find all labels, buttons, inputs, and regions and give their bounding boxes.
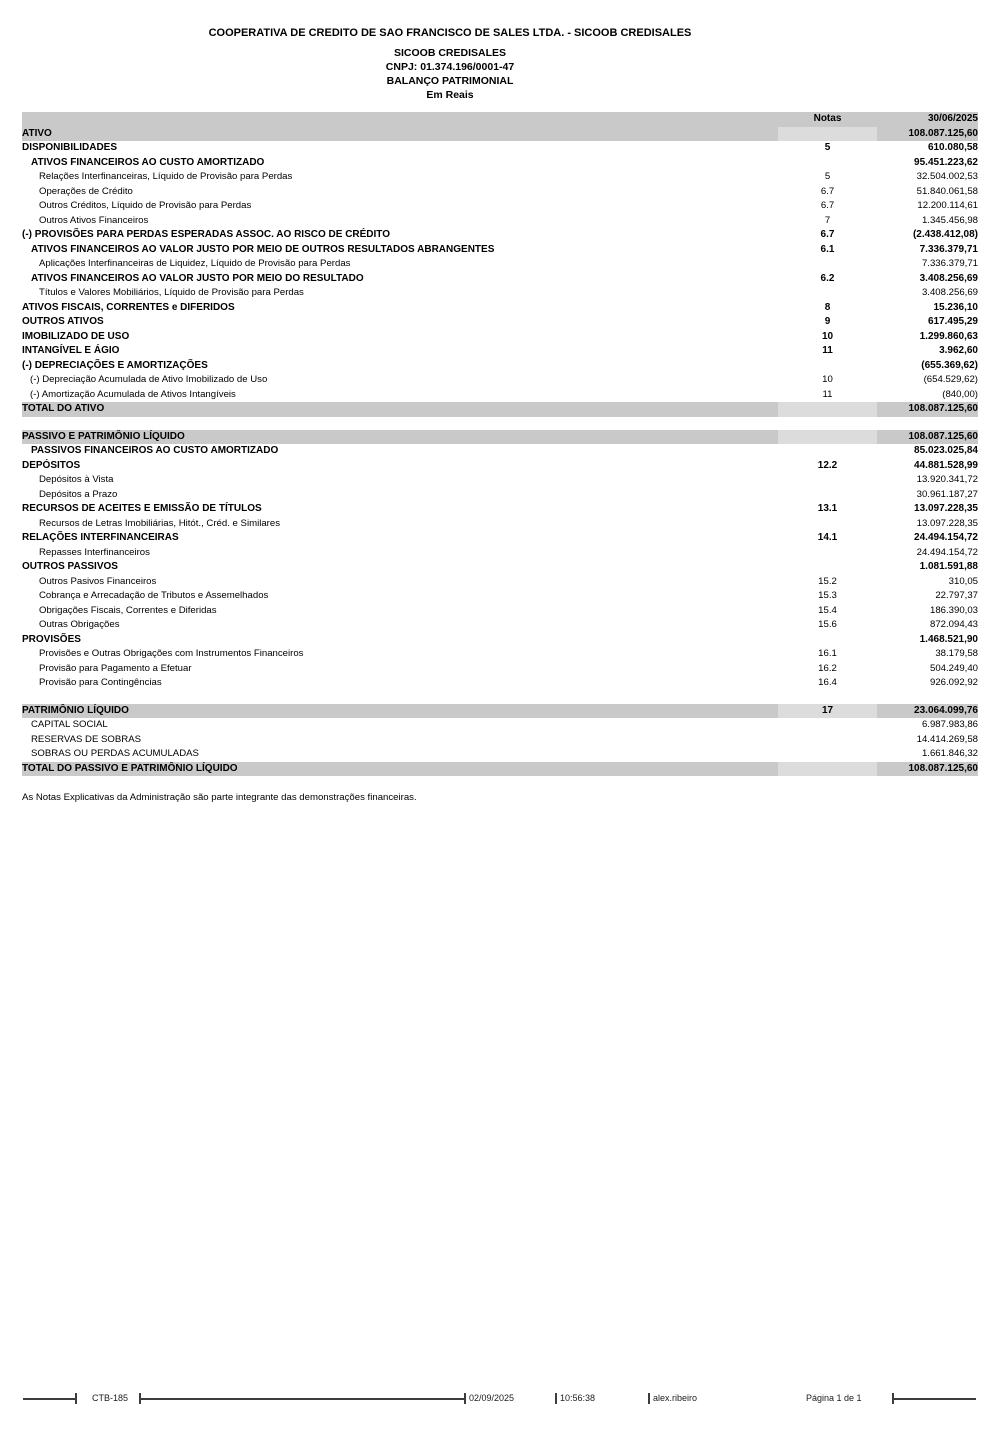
row-label: OUTROS PASSIVOS bbox=[22, 561, 118, 572]
table-row bbox=[22, 531, 978, 546]
row-label: CAPITAL SOCIAL bbox=[31, 719, 108, 730]
table-row bbox=[22, 127, 978, 142]
row-note-ref bbox=[778, 430, 877, 445]
row-note-ref bbox=[778, 488, 877, 503]
row-value: 44.881.528,99 bbox=[914, 459, 978, 471]
table-row bbox=[22, 301, 978, 316]
row-note-ref: 6.7 bbox=[820, 200, 835, 211]
row-label: (-) PROVISÕES PARA PERDAS ESPERADAS ASSOC. AO RISCO DE CRÉDITO bbox=[22, 229, 391, 240]
row-value: 1.661.846,32 bbox=[921, 748, 978, 759]
row-note-ref: 15.3 bbox=[818, 590, 837, 601]
row-value: 24.494.154,72 bbox=[916, 546, 978, 558]
row-label: TOTAL DO PASSIVO E PATRIMÔNIO LÍQUIDO bbox=[22, 762, 778, 777]
cnpj: CNPJ: 01.374.196/0001-47 bbox=[385, 61, 515, 73]
row-value: (655.369,62) bbox=[921, 359, 978, 371]
row-label: PASSIVO E PATRIMÔNIO LÍQUIDO bbox=[22, 430, 778, 445]
row-label: Operações de Crédito bbox=[39, 185, 133, 197]
row-note-ref bbox=[778, 633, 877, 648]
table-row bbox=[22, 604, 978, 619]
table-row bbox=[22, 315, 978, 330]
row-note-ref: 15.6 bbox=[818, 619, 837, 630]
table-row bbox=[22, 762, 978, 777]
row-value: 30.961.187,27 bbox=[916, 488, 978, 500]
row-value: 13.920.341,72 bbox=[916, 474, 978, 485]
table-row bbox=[22, 618, 978, 633]
table-row bbox=[22, 228, 978, 243]
row-label: Obrigações Fiscais, Correntes e Diferidas bbox=[39, 604, 217, 616]
column-header-date: 30/06/2025 bbox=[877, 112, 978, 127]
footer-page-number: Página 1 de 1 bbox=[806, 1393, 862, 1403]
row-value: 310,05 bbox=[948, 575, 978, 587]
row-note-ref: 6.7 bbox=[820, 185, 835, 197]
table-row bbox=[22, 704, 978, 719]
row-label: Títulos e Valores Mobiliários, Líquido de Provisão para Perdas bbox=[39, 287, 304, 298]
entity-name: SICOOB CREDISALES bbox=[393, 47, 506, 59]
row-label: ATIVO bbox=[22, 127, 778, 142]
currency-label: Em Reais bbox=[426, 89, 474, 101]
row-note-ref bbox=[778, 733, 877, 748]
row-note-ref: 7 bbox=[824, 214, 831, 226]
row-value: 12.200.114,61 bbox=[917, 200, 978, 211]
row-label: (-) Amortização Acumulada de Ativos Intangíveis bbox=[30, 388, 236, 400]
row-note-ref: 5 bbox=[824, 142, 831, 153]
footer-tick bbox=[75, 1393, 77, 1404]
table-row bbox=[22, 170, 978, 185]
table-row bbox=[22, 257, 978, 272]
row-label: Cobrança e Arrecadação de Tributos e Assemelhados bbox=[39, 590, 269, 601]
row-value: 872.094,43 bbox=[929, 619, 978, 630]
row-note-ref: 6.1 bbox=[820, 243, 835, 255]
row-note-ref: 16.1 bbox=[818, 648, 837, 659]
row-value: 38.179,58 bbox=[935, 648, 978, 659]
row-label: Provisão para Pagamento a Efetuar bbox=[39, 662, 192, 674]
row-note-ref bbox=[778, 546, 877, 561]
row-label: Outras Obrigações bbox=[39, 619, 120, 630]
row-note-ref: 11 bbox=[822, 345, 833, 356]
row-note-ref: 17 bbox=[778, 704, 877, 719]
footer-tick bbox=[464, 1393, 466, 1404]
table-spacer bbox=[22, 691, 978, 704]
row-label: TOTAL DO ATIVO bbox=[22, 402, 778, 417]
column-header-description bbox=[22, 112, 778, 127]
balance-sheet-table bbox=[22, 112, 978, 776]
row-value: 1.299.860,63 bbox=[919, 330, 978, 342]
table-row bbox=[22, 344, 978, 359]
table-row bbox=[22, 718, 978, 733]
row-note-ref: 8 bbox=[824, 301, 831, 313]
row-note-ref: 10 bbox=[821, 330, 834, 342]
table-row bbox=[22, 444, 978, 459]
row-label: Repasses Interfinanceiros bbox=[39, 546, 150, 558]
row-value: 13.097.228,35 bbox=[916, 517, 978, 529]
row-note-ref: 15.2 bbox=[818, 575, 837, 587]
row-note-ref bbox=[778, 444, 877, 459]
table-row bbox=[22, 747, 978, 762]
table-row bbox=[22, 185, 978, 200]
table-row bbox=[22, 589, 978, 604]
row-note-ref: 10 bbox=[822, 374, 833, 385]
row-note-ref bbox=[778, 718, 877, 733]
table-row bbox=[22, 633, 978, 648]
table-row bbox=[22, 199, 978, 214]
row-label: IMOBILIZADO DE USO bbox=[22, 330, 130, 342]
row-label: DISPONIBILIDADES bbox=[22, 142, 118, 153]
column-header-notas: Notas bbox=[778, 112, 877, 127]
footer-line-right bbox=[894, 1398, 976, 1400]
table-row bbox=[22, 647, 978, 662]
footnote: As Notas Explicativas da Administração são parte integrante das demonstrações financeiras. bbox=[22, 792, 417, 803]
row-label: SOBRAS OU PERDAS ACUMULADAS bbox=[31, 748, 199, 759]
row-value: 22.797,37 bbox=[935, 590, 978, 601]
row-note-ref bbox=[778, 517, 877, 532]
row-value: 926.092,92 bbox=[929, 677, 978, 688]
table-row bbox=[22, 473, 978, 488]
row-value: 108.087.125,60 bbox=[877, 127, 978, 142]
report-title: BALANÇO PATRIMONIAL bbox=[386, 75, 514, 87]
row-note-ref bbox=[778, 156, 877, 171]
row-value: 7.336.379,71 bbox=[921, 258, 978, 269]
row-label: Aplicações Interfinanceiras de Liquidez, Líquido de Provisão para Perdas bbox=[39, 258, 351, 269]
row-value: 23.064.099,76 bbox=[877, 704, 978, 719]
table-row bbox=[22, 459, 978, 474]
row-value: 24.494.154,72 bbox=[914, 532, 978, 543]
row-label: Outros Créditos, Líquido de Provisão para Perdas bbox=[39, 200, 252, 211]
footer-tick bbox=[648, 1393, 650, 1404]
row-value: 108.087.125,60 bbox=[877, 762, 978, 777]
row-label: RESERVAS DE SOBRAS bbox=[31, 733, 142, 745]
row-value: 108.087.125,60 bbox=[877, 402, 978, 417]
row-value: 1.468.521,90 bbox=[919, 633, 978, 645]
row-value: 85.023.025,84 bbox=[914, 445, 978, 456]
table-row bbox=[22, 373, 978, 388]
table-spacer bbox=[22, 417, 978, 430]
row-label: ATIVOS FINANCEIROS AO VALOR JUSTO POR MEIO DO RESULTADO bbox=[31, 272, 364, 284]
row-note-ref: 5 bbox=[824, 171, 831, 182]
row-label: INTANGÍVEL E ÁGIO bbox=[22, 345, 120, 356]
row-value: 1.345.456,98 bbox=[921, 214, 978, 226]
footer-date: 02/09/2025 bbox=[469, 1393, 515, 1403]
row-label: (-) Depreciação Acumulada de Ativo Imobilizado de Uso bbox=[30, 374, 268, 385]
row-value: 6.987.983,86 bbox=[921, 719, 978, 730]
row-note-ref: 6.7 bbox=[820, 229, 835, 240]
table-row bbox=[22, 156, 978, 171]
row-note-ref: 16.2 bbox=[818, 662, 837, 674]
row-note-ref bbox=[778, 473, 877, 488]
row-value: 186.390,03 bbox=[929, 604, 978, 616]
row-value: (2.438.412,08) bbox=[912, 229, 978, 240]
table-row bbox=[22, 286, 978, 301]
row-label: PATRIMÔNIO LÍQUIDO bbox=[22, 704, 778, 719]
table-row bbox=[22, 243, 978, 258]
footer-tick bbox=[555, 1393, 557, 1404]
table-row bbox=[22, 359, 978, 374]
table-row bbox=[22, 546, 978, 561]
row-value: 1.081.591,88 bbox=[919, 561, 978, 572]
row-note-ref: 14.1 bbox=[817, 532, 838, 543]
footer-user: alex.ribeiro bbox=[653, 1393, 698, 1403]
row-value: 3.408.256,69 bbox=[919, 272, 978, 284]
row-label: PASSIVOS FINANCEIROS AO CUSTO AMORTIZADO bbox=[31, 445, 279, 456]
footer-report-code: CTB-185 bbox=[91, 1393, 128, 1403]
company-name: COOPERATIVA DE CREDITO DE SAO FRANCISCO DE SALES LTDA. - SICOOB CREDISALES bbox=[208, 27, 692, 39]
table-column-header bbox=[22, 112, 978, 127]
row-label: ATIVOS FINANCEIROS AO VALOR JUSTO POR MEIO DE OUTROS RESULTADOS ABRANGENTES bbox=[31, 243, 495, 255]
table-row bbox=[22, 214, 978, 229]
row-value: 51.840.061,58 bbox=[916, 185, 978, 197]
table-row bbox=[22, 272, 978, 287]
row-label: Depósitos à Vista bbox=[39, 474, 114, 485]
row-label: Recursos de Letras Imobiliárias, Hitót., Créd. e Similares bbox=[39, 517, 280, 529]
row-value: 14.414.269,58 bbox=[916, 733, 978, 745]
row-note-ref bbox=[778, 286, 877, 301]
row-value: 3.408.256,69 bbox=[921, 287, 978, 298]
row-note-ref bbox=[778, 762, 877, 777]
table-row bbox=[22, 502, 978, 517]
row-note-ref: 15.4 bbox=[818, 604, 837, 616]
row-value: 617.495,29 bbox=[927, 316, 978, 327]
table-row bbox=[22, 330, 978, 345]
table-row bbox=[22, 430, 978, 445]
row-note-ref: 13.1 bbox=[817, 503, 838, 514]
row-value: 3.962,60 bbox=[939, 345, 978, 356]
table-row bbox=[22, 733, 978, 748]
row-note-ref bbox=[778, 560, 877, 575]
row-label: ATIVOS FISCAIS, CORRENTES e DIFERIDOS bbox=[22, 301, 235, 313]
row-label: Outros Pasivos Financeiros bbox=[39, 575, 157, 587]
row-note-ref: 16.4 bbox=[818, 677, 837, 688]
row-value: 7.336.379,71 bbox=[919, 243, 978, 255]
row-label: Relações Interfinanceiras, Líquido de Provisão para Perdas bbox=[39, 171, 293, 182]
row-label: (-) DEPRECIAÇÕES E AMORTIZAÇÕES bbox=[22, 359, 208, 371]
row-note-ref bbox=[778, 359, 877, 374]
table-row bbox=[22, 560, 978, 575]
row-label: RELAÇÕES INTERFINANCEIRAS bbox=[22, 532, 179, 543]
row-value: 15.236,10 bbox=[933, 301, 978, 313]
footer-line-middle bbox=[141, 1398, 464, 1400]
row-label: Provisão para Contingências bbox=[39, 677, 162, 688]
footer-time: 10:56:38 bbox=[560, 1393, 596, 1403]
row-value: (654.529,62) bbox=[923, 374, 978, 385]
row-value: 504.249,40 bbox=[929, 662, 978, 674]
row-note-ref bbox=[778, 402, 877, 417]
row-value: 610.080,58 bbox=[927, 142, 978, 153]
row-value: 95.451.223,62 bbox=[914, 156, 978, 168]
table-row bbox=[22, 676, 978, 691]
table-row bbox=[22, 388, 978, 403]
footer-line-left bbox=[23, 1398, 76, 1400]
row-label: RECURSOS DE ACEITES E EMISSÃO DE TÍTULOS bbox=[22, 503, 262, 514]
row-label: Depósitos a Prazo bbox=[39, 488, 118, 500]
row-note-ref: 12.2 bbox=[817, 459, 838, 471]
row-label: ATIVOS FINANCEIROS AO CUSTO AMORTIZADO bbox=[31, 156, 265, 168]
row-note-ref: 9 bbox=[824, 316, 831, 327]
table-row bbox=[22, 517, 978, 532]
row-value: 32.504.002,53 bbox=[916, 171, 978, 182]
table-row bbox=[22, 662, 978, 677]
row-value: (840,00) bbox=[942, 388, 978, 400]
row-label: OUTROS ATIVOS bbox=[22, 316, 104, 327]
table-row bbox=[22, 141, 978, 156]
row-label: DEPÓSITOS bbox=[22, 459, 81, 471]
row-note-ref bbox=[778, 127, 877, 142]
table-row bbox=[22, 488, 978, 503]
row-label: Provisões e Outras Obrigações com Instrumentos Financeiros bbox=[39, 648, 304, 659]
row-value: 108.087.125,60 bbox=[877, 430, 978, 445]
row-note-ref bbox=[778, 747, 877, 762]
row-value: 13.097.228,35 bbox=[914, 503, 978, 514]
row-label: Outros Ativos Financeiros bbox=[39, 214, 149, 226]
document-header bbox=[0, 27, 900, 102]
row-note-ref bbox=[778, 257, 877, 272]
row-label: PROVISÕES bbox=[22, 633, 81, 645]
table-row bbox=[22, 575, 978, 590]
balance-table-rows bbox=[22, 127, 978, 777]
row-note-ref: 6.2 bbox=[820, 272, 835, 284]
table-row bbox=[22, 402, 978, 417]
row-note-ref: 11 bbox=[822, 388, 833, 400]
